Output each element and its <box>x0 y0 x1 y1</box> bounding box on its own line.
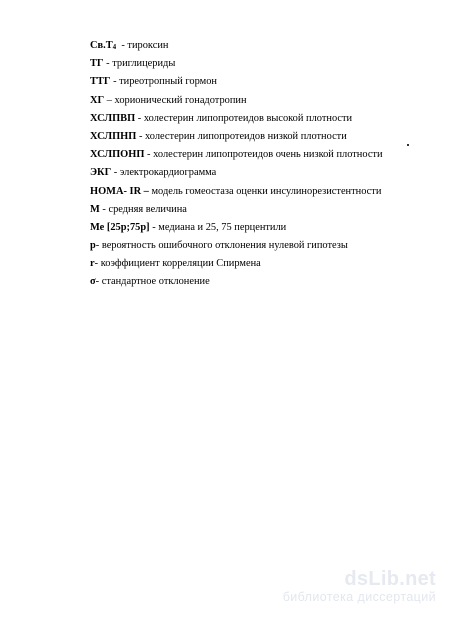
abbreviation-row <box>90 92 430 110</box>
abbreviation-term <box>90 40 116 51</box>
watermark <box>283 569 436 605</box>
abbreviation-row <box>90 37 430 55</box>
abbreviation-separator: - <box>94 258 101 270</box>
abbreviation-definition: тироксин <box>127 40 169 51</box>
abbreviation-separator: - <box>95 276 102 288</box>
abbreviation-definition: стандартное отклонение <box>101 276 210 288</box>
abbreviation-separator: – <box>104 94 115 106</box>
abbreviation-term-text: ТТГ <box>90 76 111 88</box>
abbreviation-definition: коэффициент корреляции Спирмена <box>100 258 261 270</box>
abbreviation-separator: - <box>111 167 120 179</box>
abbreviation-definition: холестерин липопротеидов высокой плотности <box>143 112 353 124</box>
abbreviation-term-text: ХСЛПОНП <box>90 149 145 161</box>
abbreviation-definition: холестерин липопротеидов очень низкой плотности <box>153 149 383 161</box>
abbreviation-row <box>90 128 430 146</box>
abbreviation-row <box>90 73 430 91</box>
abbreviation-term-text: σ <box>90 276 96 288</box>
abbreviation-definition: средняя величина <box>108 203 187 215</box>
abbreviation-definition: модель гомеостаза оценки инсулинорезистентности <box>151 185 382 197</box>
abbreviation-separator: - <box>149 221 159 233</box>
abbreviation-term <box>90 167 111 178</box>
abbreviation-term <box>90 131 136 142</box>
watermark-caption: библиотека диссертаций <box>282 590 436 604</box>
abbreviation-term-text: ХГ <box>90 94 105 106</box>
abbreviation-term <box>90 186 149 197</box>
abbreviation-list <box>90 37 430 292</box>
abbreviation-row <box>90 183 430 201</box>
abbreviation-separator: - <box>99 203 109 215</box>
abbreviation-separator: - <box>144 149 154 161</box>
abbreviation-term <box>90 222 150 233</box>
abbreviation-term <box>90 58 104 69</box>
abbreviation-term <box>90 95 104 106</box>
abbreviation-term <box>90 76 110 87</box>
abbreviation-term-text: ТГ <box>90 58 104 70</box>
abbreviation-row <box>90 110 430 128</box>
abbreviation-term-text: Ме [25р;75р] <box>90 221 150 233</box>
abbreviation-term-text: ХСЛПВП <box>90 112 136 124</box>
abbreviation-definition: вероятность ошибочного отклонения нулевой гипотезы <box>101 240 348 252</box>
abbreviation-term-text: ЭКГ <box>90 167 112 179</box>
abbreviation-separator: - <box>103 58 113 70</box>
abbreviation-term <box>90 113 135 124</box>
abbreviation-term-text: r <box>90 258 95 270</box>
abbreviation-definition: тиреотропный гормон <box>119 76 217 88</box>
abbreviation-term-text: р <box>90 240 96 252</box>
abbreviation-definition: электрокардиограмма <box>119 167 217 179</box>
watermark-logo: dsLib.net <box>344 568 436 590</box>
abbreviation-term-subscript: 4 <box>112 43 117 51</box>
abbreviation-definition: холестерин липопротеидов низкой плотности <box>145 130 347 142</box>
abbreviation-term-text: Св.Т <box>90 40 113 51</box>
abbreviation-term-text: М <box>90 203 100 215</box>
abbreviation-definition: медиана и 25, 75 перцентили <box>158 221 287 233</box>
stray-mark <box>407 144 409 146</box>
abbreviation-row <box>90 255 430 273</box>
abbreviation-term-text: НОМА- IR – <box>90 185 149 197</box>
abbreviation-term-text: ХСЛПНП <box>90 130 137 142</box>
abbreviation-definition: триглицериды <box>112 58 176 70</box>
abbreviation-separator: - <box>110 76 120 88</box>
abbreviation-separator: - <box>116 40 128 51</box>
abbreviation-row <box>90 146 430 164</box>
abbreviation-separator: - <box>135 112 144 124</box>
abbreviation-separator: - <box>136 130 145 142</box>
abbreviation-row <box>90 237 430 255</box>
abbreviation-row <box>90 55 430 73</box>
abbreviation-term <box>90 204 100 215</box>
abbreviation-row <box>90 164 430 182</box>
abbreviation-definition: хорионический гонадотропин <box>114 94 247 106</box>
abbreviation-row <box>90 201 430 219</box>
abbreviation-term <box>90 149 144 160</box>
abbreviation-row <box>90 273 430 291</box>
abbreviation-row <box>90 219 430 237</box>
abbreviation-separator: - <box>95 240 102 252</box>
